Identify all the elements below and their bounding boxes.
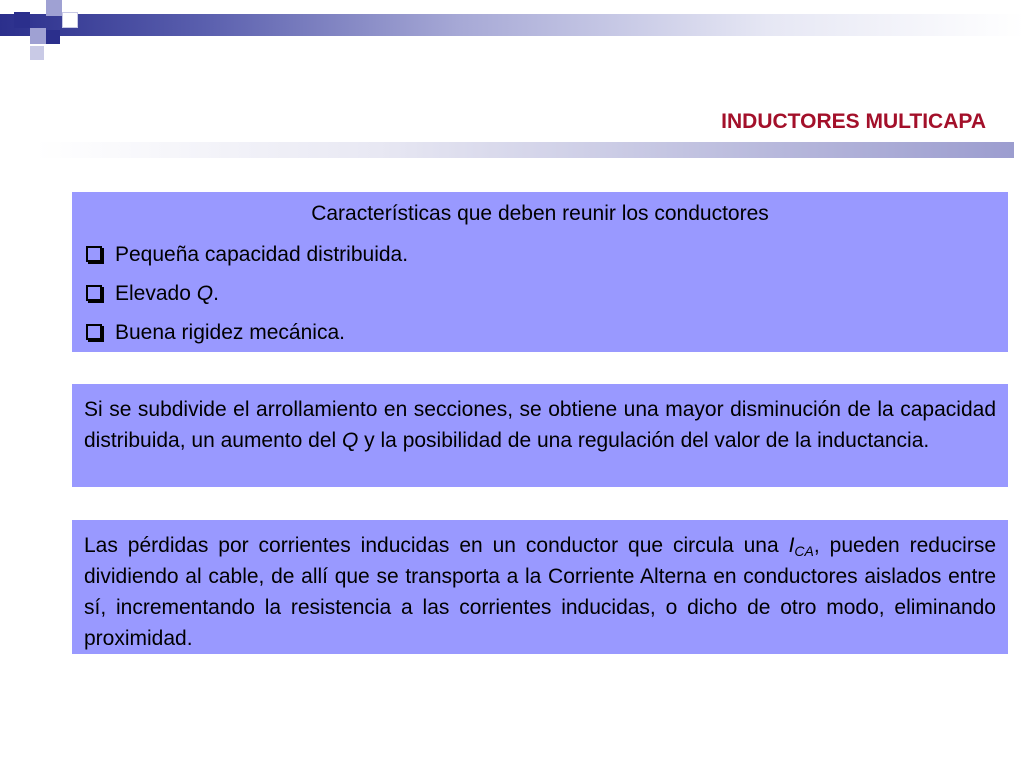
- checkbox-bullet-icon: [86, 246, 102, 262]
- characteristics-list: [84, 235, 996, 352]
- checkbox-bullet-icon: [86, 285, 102, 301]
- paragraph-text: Si se subdivide el arrollamiento en secciones, se obtiene una mayor disminución de la capacidad distribuida, un aumento del Q y la posibilidad de una regulación del valor de la inductancia.: [84, 398, 996, 452]
- checkbox-bullet-icon: [86, 324, 102, 340]
- page-title: INDUCTORES MULTICAPA: [721, 110, 986, 133]
- list-item: [84, 274, 996, 313]
- title-underline-rule: [36, 142, 1014, 158]
- list-item-text: Elevado Q.: [115, 281, 219, 305]
- list-item-text: Buena rigidez mecánica.: [115, 320, 345, 344]
- eddy-losses-paragraph-box: [72, 520, 1008, 654]
- characteristics-heading: Características que deben reunir los conductores: [311, 202, 769, 225]
- characteristics-box: [72, 192, 1008, 352]
- list-item-text: Pequeña capacidad distribuida.: [115, 242, 409, 266]
- header-gradient-bar: [0, 14, 1024, 36]
- list-item: [84, 235, 996, 274]
- subdivision-paragraph-box: [72, 384, 1008, 487]
- paragraph-text: Las pérdidas por corrientes inducidas en un conductor que circula una $I_{CA}$, pueden reducirse dividiendo al cable, de allí que se transporta a la Corriente Alterna en conductores aislados entre sí, incrementando la resistencia a las corrientes inducidas, o dicho de otro modo, eliminando proximidad.: [84, 534, 997, 650]
- list-item: [84, 313, 996, 352]
